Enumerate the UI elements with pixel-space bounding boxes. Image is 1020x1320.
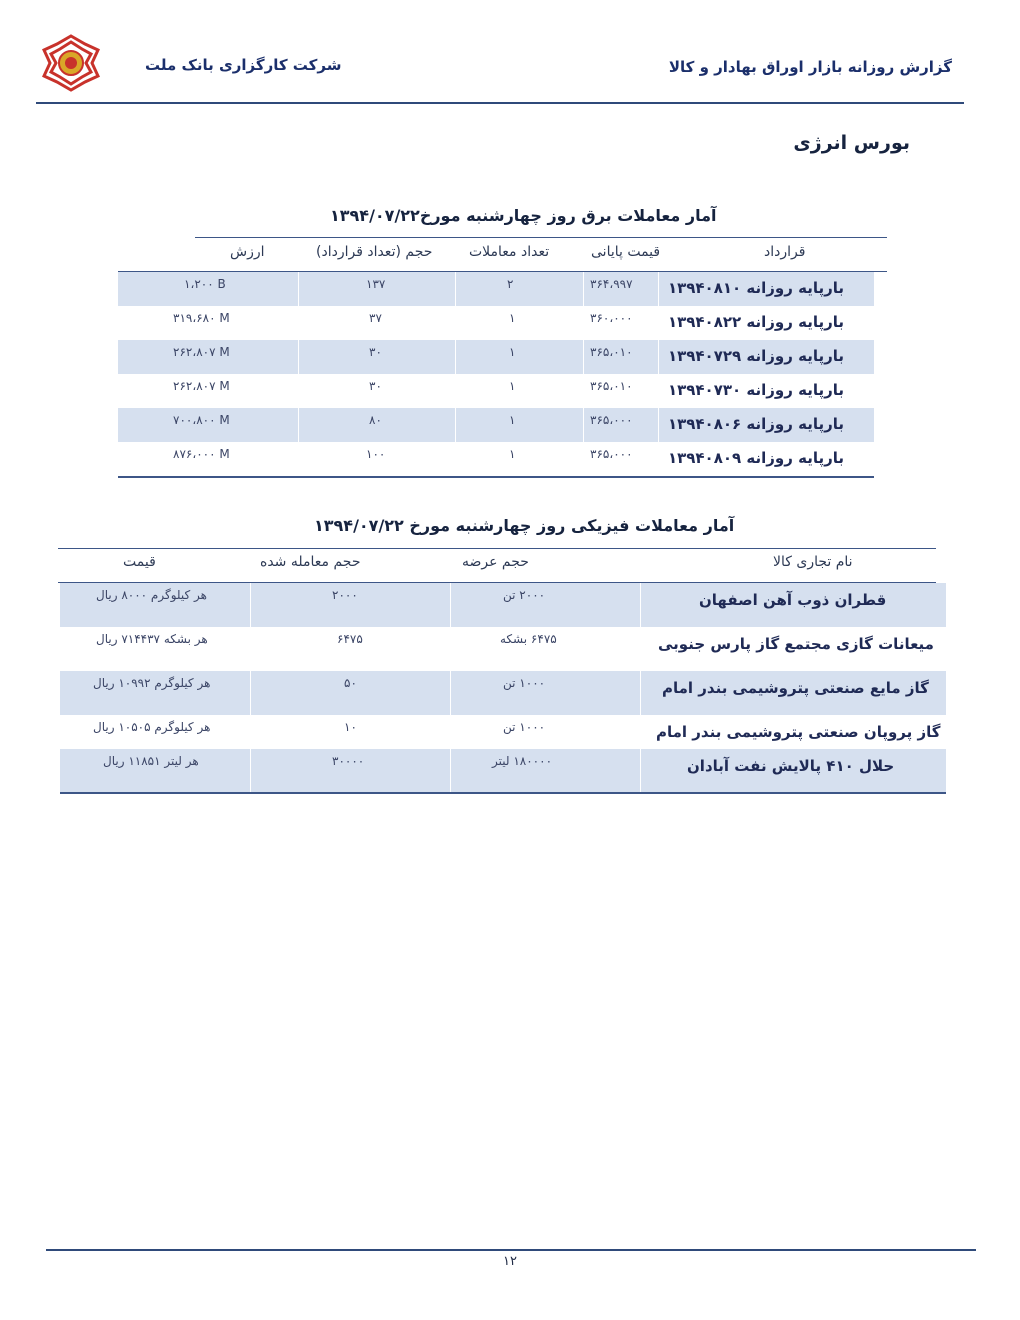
- page-number: ۱۲: [503, 1254, 517, 1269]
- row-price: هر کیلوگرم ۱۰۵۰۵ ریال: [93, 720, 211, 734]
- physical-col-name: نام تجاری کالا: [773, 554, 853, 570]
- row-trades: ۱: [509, 379, 516, 393]
- row-product-name: گاز پروپان صنعتی پتروشیمی بندر امام: [656, 723, 941, 741]
- row-traded: ۱۰: [344, 720, 357, 734]
- header-divider: [36, 102, 964, 104]
- row-volume: ۳۰: [369, 345, 382, 359]
- row-contract: بارپایه روزانه ۱۳۹۴۰۸۰۶: [667, 415, 844, 433]
- row-final-price: ۳۶۵،۰۱۰: [590, 345, 633, 359]
- electricity-table-bottom-rule: [118, 476, 874, 478]
- row-traded: ۶۴۷۵: [337, 632, 363, 646]
- row-final-price: ۳۶۵،۰۰۰: [590, 447, 633, 461]
- row-volume: ۳۰: [369, 379, 382, 393]
- row-value: ۸۷۶،۰۰۰ M: [173, 447, 230, 461]
- electricity-table-top-rule: [195, 237, 887, 238]
- row-offered: ۱۸۰۰۰۰ لیتر: [492, 754, 553, 768]
- physical-col-traded: حجم معامله شده: [260, 554, 361, 570]
- electricity-col-volume: حجم (تعداد قرارداد): [316, 244, 433, 260]
- row-volume: ۱۰۰: [366, 447, 386, 461]
- row-product-name: حلال ۴۱۰ پالایش نفت آبادان: [687, 757, 895, 775]
- table-row: [60, 749, 946, 792]
- row-offered: ۲۰۰۰ تن: [503, 588, 546, 602]
- row-contract: بارپایه روزانه ۱۳۹۴۰۸۲۲: [667, 313, 844, 331]
- section-title: بورس انرژی: [793, 132, 910, 154]
- row-product-name: قطران ذوب آهن اصفهان: [699, 591, 887, 609]
- electricity-col-trades: تعداد معاملات: [469, 244, 550, 260]
- row-value: ۲۶۲،۸۰۷ M: [173, 379, 230, 393]
- report-title: گزارش روزانه بازار اوراق بهادار و کالا: [668, 58, 952, 76]
- row-traded: ۵۰: [344, 676, 357, 690]
- row-trades: ۲: [507, 277, 514, 291]
- row-price: هر لیتر ۱۱۸۵۱ ریال: [103, 754, 199, 768]
- row-volume: ۱۳۷: [366, 277, 386, 291]
- row-traded: ۳۰۰۰۰: [332, 754, 365, 768]
- row-product-name: گاز مایع صنعتی پتروشیمی بندر امام: [662, 679, 929, 697]
- row-price: هر بشکه ۷۱۴۴۳۷ ریال: [96, 632, 208, 646]
- table-row: [118, 408, 874, 442]
- physical-table-bottom-rule: [60, 792, 946, 794]
- row-volume: ۸۰: [369, 413, 382, 427]
- table-row: [60, 671, 946, 715]
- row-volume: ۳۷: [369, 311, 382, 325]
- table-row: [118, 442, 874, 476]
- row-trades: ۱: [509, 413, 516, 427]
- row-offered: ۱۰۰۰ تن: [503, 676, 546, 690]
- row-final-price: ۳۶۵،۰۱۰: [590, 379, 633, 393]
- row-price: هر کیلوگرم ۸۰۰۰ ریال: [96, 588, 207, 602]
- row-trades: ۱: [509, 345, 516, 359]
- electricity-col-value: ارزش: [230, 244, 265, 260]
- table-row: [60, 715, 946, 749]
- row-product-name: میعانات گازی مجتمع گاز پارس جنوبی: [658, 635, 934, 653]
- row-value: ۲۶۲،۸۰۷ M: [173, 345, 230, 359]
- row-final-price: ۳۶۰،۰۰۰: [590, 311, 633, 325]
- row-value: ۱،۲۰۰ B: [184, 277, 226, 291]
- table-row: [118, 306, 874, 340]
- physical-col-offered: حجم عرضه: [462, 554, 529, 570]
- table-row: [118, 272, 874, 306]
- table-row: [60, 583, 946, 627]
- physical-col-price: قیمت: [123, 554, 156, 570]
- row-traded: ۲۰۰۰: [332, 588, 358, 602]
- row-price: هر کیلوگرم ۱۰۹۹۲ ریال: [93, 676, 211, 690]
- row-contract: بارپایه روزانه ۱۳۹۴۰۸۱۰: [667, 279, 844, 297]
- table-row: [118, 340, 874, 374]
- bank-mellat-logo: [40, 32, 102, 94]
- row-trades: ۱: [509, 447, 516, 461]
- row-contract: بارپایه روزانه ۱۳۹۴۰۸۰۹: [667, 449, 844, 467]
- electricity-col-final-price: قیمت پایانی: [591, 244, 661, 260]
- electricity-table-title: آمار معاملات برق روز چهارشنبه مورخ۱۳۹۴/۰۷/۲۲: [330, 206, 717, 225]
- row-offered: ۶۴۷۵ بشکه: [500, 632, 557, 646]
- table-row: [118, 374, 874, 408]
- footer-divider: [46, 1249, 976, 1251]
- row-value: ۷۰۰،۸۰۰ M: [173, 413, 230, 427]
- row-trades: ۱: [509, 311, 516, 325]
- physical-table-title: آمار معاملات فیزیکی روز چهارشنبه مورخ ۱۳۹۴/۰۷/۲۲: [314, 516, 735, 535]
- row-final-price: ۳۶۵،۰۰۰: [590, 413, 633, 427]
- electricity-col-contract: قرارداد: [764, 244, 806, 260]
- company-name: شرکت کارگزاری بانک ملت: [145, 56, 342, 74]
- row-value: ۳۱۹،۶۸۰ M: [173, 311, 230, 325]
- table-row: [60, 627, 946, 671]
- physical-table-top-rule: [58, 548, 936, 549]
- row-final-price: ۳۶۴،۹۹۷: [590, 277, 633, 291]
- row-offered: ۱۰۰۰ تن: [503, 720, 546, 734]
- row-contract: بارپایه روزانه ۱۳۹۴۰۷۳۰: [667, 381, 844, 399]
- row-contract: بارپایه روزانه ۱۳۹۴۰۷۲۹: [667, 347, 844, 365]
